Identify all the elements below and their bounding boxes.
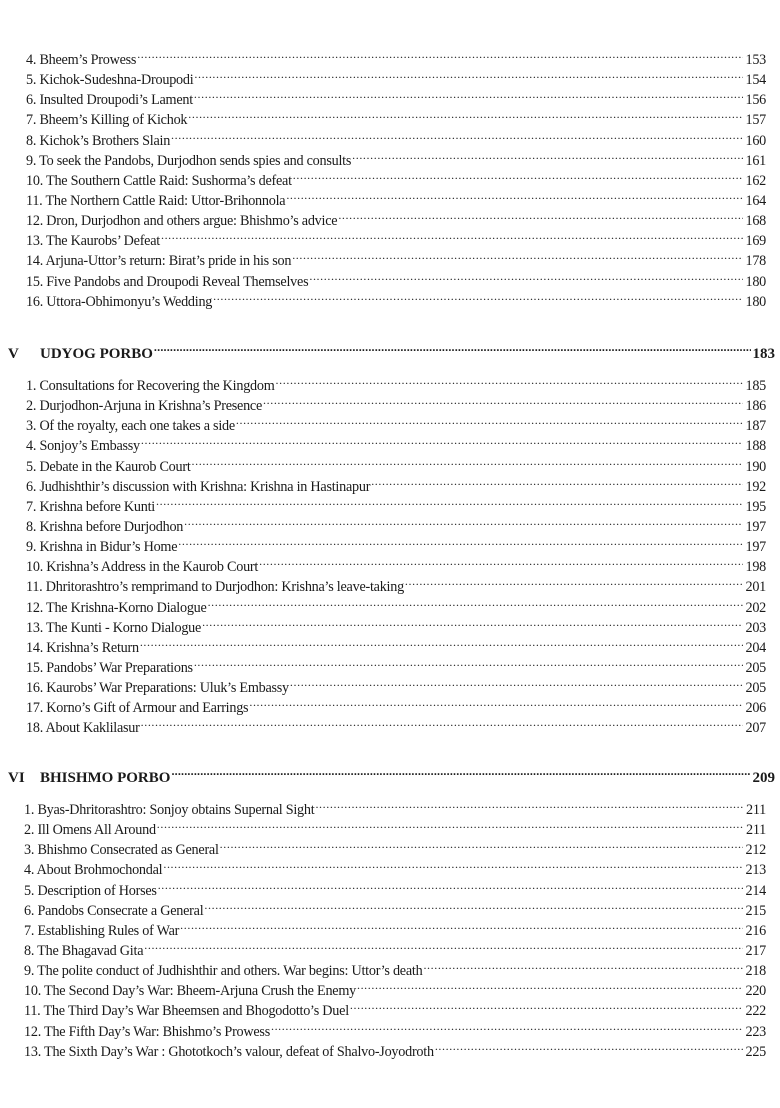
leader-dots — [171, 760, 750, 782]
entry-page: 218 — [745, 963, 766, 980]
leader-dots — [154, 336, 751, 358]
entry-page: 162 — [745, 172, 766, 189]
entry-page: 205 — [745, 659, 766, 676]
toc-continued-list — [0, 44, 766, 310]
leader-dots — [137, 44, 743, 64]
leader-dots — [194, 64, 743, 84]
entry-title: 8. Kichok’s Brothers Slain — [26, 132, 171, 149]
entry-page: 180 — [745, 293, 766, 310]
entry-page: 164 — [745, 192, 766, 209]
entry-title: 8. Krishna before Durjodhon — [26, 518, 184, 535]
leader-dots — [140, 632, 744, 652]
entry-title: 8. The Bhagavad Gita — [24, 942, 144, 959]
leader-dots — [357, 975, 744, 995]
entry-page: 188 — [745, 438, 766, 455]
entry-title: 1. Byas-Dhritorashtro: Sonjoy obtains Supernal Sight — [24, 802, 315, 818]
entry-title: 17. Korno’s Gift of Armour and Earrings — [26, 700, 249, 717]
entry-page: 187 — [745, 418, 766, 435]
leader-dots — [309, 266, 743, 286]
entry-title: 4. About Brohmochondal — [24, 862, 163, 879]
entry-title: 9. To seek the Pandobs, Durjodhon sends spies and consults — [26, 152, 352, 169]
entry-page: 180 — [745, 273, 766, 290]
leader-dots — [220, 834, 744, 854]
entry-title: 18. About Kaklilasur — [26, 720, 140, 737]
entry-title: 12. The Fifth Day’s War: Bhishmo’s Prowess — [24, 1023, 270, 1040]
section-page: 183 — [752, 346, 775, 362]
entry-page: 203 — [745, 619, 766, 636]
section-heading — [0, 760, 775, 786]
entry-title: 2. Durjodhon-Arjuna in Krishna’s Presence — [26, 398, 263, 415]
leader-dots — [292, 245, 743, 265]
entry-page: 185 — [745, 378, 766, 394]
entry-title: 4. Bheem’s Prowess — [26, 52, 137, 68]
entry-page: 205 — [745, 680, 766, 697]
entry-title: 15. Pandobs’ War Preparations — [26, 659, 193, 676]
entry-title: 6. Judhishthir’s discussion with Krishna: Krishna in Hastinapur — [26, 478, 371, 495]
leader-dots — [141, 430, 744, 450]
entry-title: 4. Sonjoy’s Embassy — [26, 438, 140, 455]
entry-page: 212 — [745, 842, 766, 859]
leader-dots — [156, 491, 743, 511]
leader-dots — [271, 1016, 744, 1036]
entry-title: 3. Bhishmo Consecrated as General — [24, 842, 219, 859]
entry-page: 215 — [745, 902, 766, 919]
entry-page: 220 — [745, 983, 766, 1000]
leader-dots — [423, 955, 743, 975]
leader-dots — [352, 145, 743, 165]
section-item-list — [0, 794, 766, 1060]
entry-page: 161 — [745, 152, 766, 169]
entry-title: 14. Krishna’s Return — [26, 639, 139, 656]
entry-title: 12. Dron, Durjodhon and others argue: Bhishmo’s advice — [26, 213, 338, 230]
leader-dots — [204, 895, 743, 915]
leader-dots — [184, 511, 743, 531]
entry-page: 213 — [745, 862, 766, 879]
entry-page: 206 — [745, 700, 766, 717]
leader-dots — [180, 915, 743, 935]
leader-dots — [338, 205, 743, 225]
entry-page: 201 — [745, 579, 766, 596]
leader-dots — [157, 814, 744, 834]
entry-title: 11. Dhritorashtro’s remprimand to Durjodhon: Krishna’s leave-taking — [26, 579, 404, 596]
entry-title: 11. The Third Day’s War Bheemsen and Bhogodotto’s Duel — [24, 1003, 349, 1020]
entry-title: 15. Five Pandobs and Droupodi Reveal Themselves — [26, 273, 309, 290]
entry-title: 10. Krishna’s Address in the Kaurob Court — [26, 559, 259, 576]
entry-title: 10. The Second Day’s War: Bheem-Arjuna Crush the Enemy — [24, 983, 356, 1000]
leader-dots — [236, 410, 744, 430]
leader-dots — [192, 451, 744, 471]
entry-page: 223 — [745, 1023, 766, 1040]
leader-dots — [194, 652, 744, 672]
entry-page: 160 — [745, 132, 766, 149]
entry-title: 6. Pandobs Consecrate a General — [24, 902, 204, 919]
leader-dots — [276, 370, 744, 390]
section-numeral: V — [8, 346, 19, 362]
entry-page: 153 — [745, 52, 766, 68]
leader-dots — [158, 875, 744, 895]
leader-dots — [259, 551, 743, 571]
section-numeral: VI — [8, 770, 25, 786]
entry-title: 13. The Sixth Day’s War : Ghototkoch’s valour, defeat of Shalvo-Joyodroth — [24, 1043, 434, 1060]
leader-dots — [350, 995, 744, 1015]
entry-page: 204 — [745, 639, 766, 656]
leader-dots — [178, 531, 743, 551]
entry-page: 154 — [745, 72, 766, 89]
leader-dots — [435, 1036, 744, 1056]
leader-dots — [188, 104, 743, 124]
leader-dots — [163, 854, 743, 874]
leader-dots — [405, 571, 744, 591]
entry-title: 9. Krishna in Bidur’s Home — [26, 539, 178, 556]
toc-entry[interactable] — [26, 44, 766, 68]
leader-dots — [202, 612, 743, 632]
leader-dots — [171, 125, 743, 145]
leader-dots — [371, 471, 743, 491]
section-bhishmo-porbo — [0, 760, 775, 1060]
leader-dots — [293, 165, 744, 185]
entry-page: 198 — [745, 559, 766, 576]
leader-dots — [213, 286, 743, 306]
entry-page: 214 — [745, 882, 766, 899]
entry-title: 13. The Kunti - Korno Dialogue — [26, 619, 202, 636]
toc-entry[interactable] — [26, 370, 766, 394]
entry-page: 195 — [745, 498, 766, 515]
entry-page: 197 — [745, 539, 766, 556]
leader-dots — [315, 794, 744, 814]
entry-page: 169 — [745, 233, 766, 250]
entry-title: 5. Kichok-Sudeshna-Droupodi — [26, 72, 194, 89]
entry-page: 202 — [745, 599, 766, 616]
entry-title: 5. Description of Horses — [24, 882, 157, 899]
entry-page: 216 — [745, 922, 766, 939]
entry-page: 186 — [745, 398, 766, 415]
entry-page: 211 — [745, 822, 766, 839]
entry-title: 7. Krishna before Kunti — [26, 498, 155, 515]
leader-dots — [208, 592, 744, 612]
entry-title: 1. Consultations for Recovering the Kingdom — [26, 378, 275, 394]
leader-dots — [194, 84, 744, 104]
section-page: 209 — [752, 770, 775, 786]
section-udyog-porbo — [0, 336, 775, 737]
entry-title: 16. Uttora-Obhimonyu’s Wedding — [26, 293, 213, 310]
entry-page: 192 — [745, 478, 766, 495]
entry-title: 13. The Kaurobs’ Defeat — [26, 233, 160, 250]
entry-page: 222 — [745, 1003, 766, 1020]
leader-dots — [286, 185, 743, 205]
entry-title: 12. The Krishna-Korno Dialogue — [26, 599, 207, 616]
entry-page: 211 — [745, 802, 766, 818]
leader-dots — [249, 692, 743, 712]
entry-page: 190 — [745, 458, 766, 475]
entry-title: 11. The Northern Cattle Raid: Uttor-Brihonnola — [26, 192, 286, 209]
entry-title: 9. The polite conduct of Judhishthir and others. War begins: Uttor’s death — [24, 963, 423, 980]
entry-page: 217 — [745, 942, 766, 959]
leader-dots — [144, 935, 743, 955]
entry-title: 2. Ill Omens All Around — [24, 822, 156, 839]
entry-title: 5. Debate in the Kaurob Court — [26, 458, 191, 475]
entry-title: 3. Of the royalty, each one takes a side — [26, 418, 235, 435]
leader-dots — [161, 225, 743, 245]
entry-title: 16. Kaurobs’ War Preparations: Uluk’s Embassy — [26, 680, 289, 697]
entry-page: 225 — [745, 1043, 766, 1060]
entry-page: 178 — [745, 253, 766, 270]
leader-dots — [141, 712, 744, 732]
entry-title: 7. Establishing Rules of War — [24, 922, 180, 939]
entry-title: 6. Insulted Droupodi’s Lament — [26, 92, 193, 109]
entry-page: 197 — [745, 518, 766, 535]
leader-dots — [263, 390, 743, 410]
toc-entry[interactable] — [24, 794, 766, 818]
entry-page: 168 — [745, 213, 766, 230]
leader-dots — [290, 672, 744, 692]
entry-title: 10. The Southern Cattle Raid: Sushorma’s defeat — [26, 172, 292, 189]
section-title: UDYOG PORBO — [40, 346, 153, 362]
section-heading — [0, 336, 775, 362]
entry-page: 207 — [745, 720, 766, 737]
section-title: BHISHMO PORBO — [40, 770, 171, 786]
entry-title: 14. Arjuna-Uttor’s return: Birat’s pride in his son — [26, 253, 292, 270]
section-item-list — [0, 370, 766, 737]
entry-page: 156 — [745, 92, 766, 109]
entry-title: 7. Bheem’s Killing of Kichok — [26, 112, 188, 129]
entry-page: 157 — [745, 112, 766, 129]
